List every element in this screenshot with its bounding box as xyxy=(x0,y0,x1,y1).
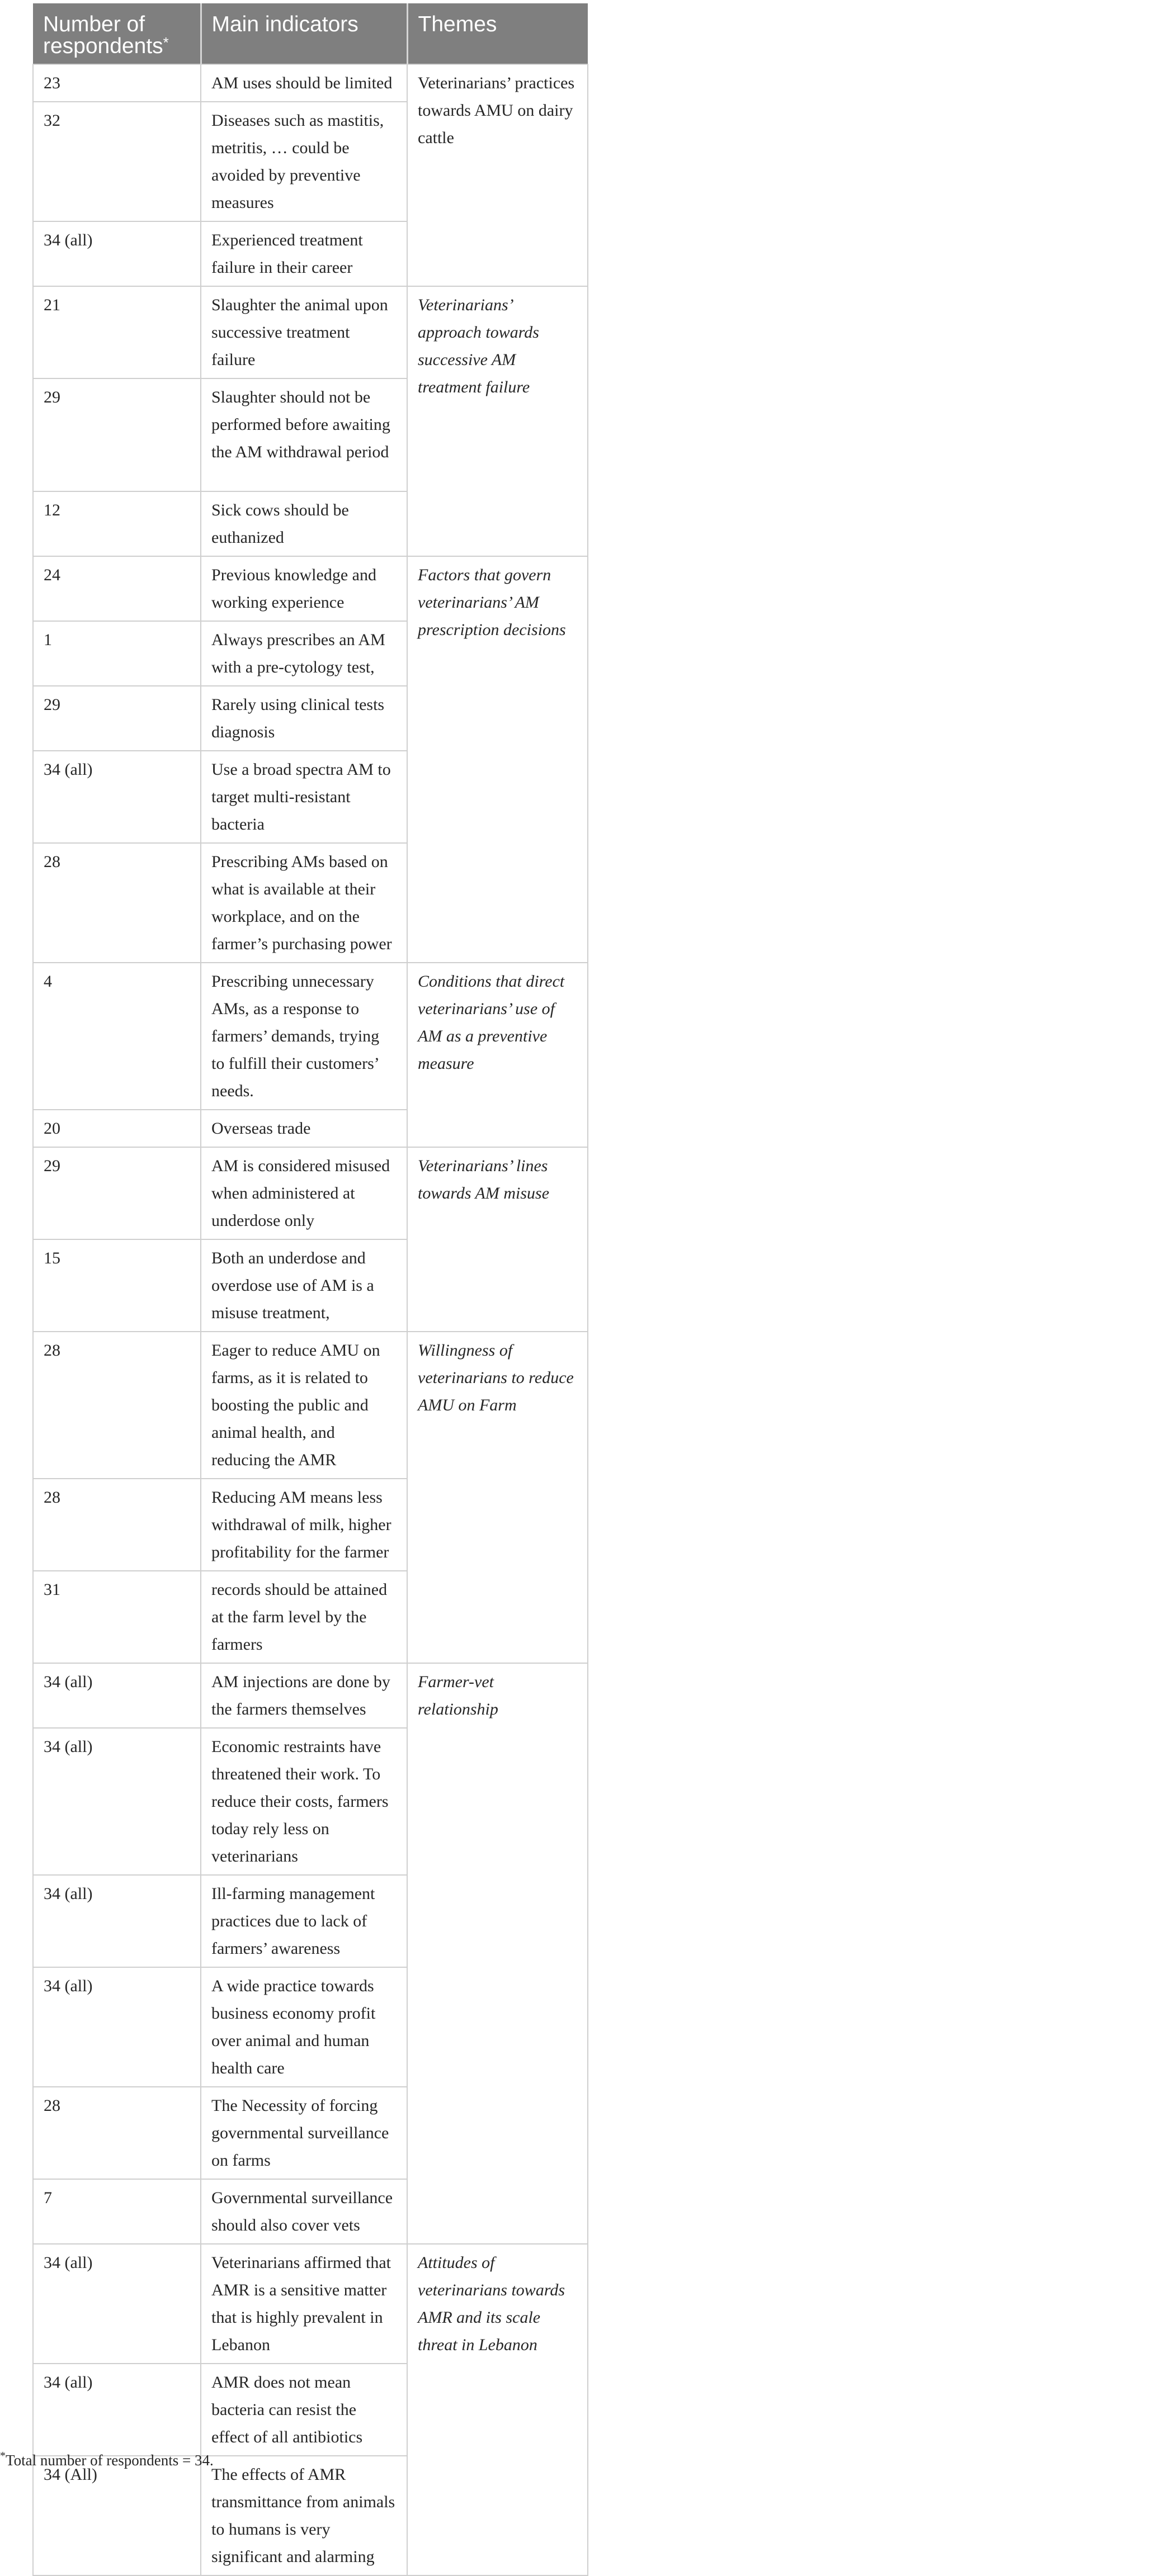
indicator-cell: A wide practice towards business economy profit over animal and human health care xyxy=(201,1967,407,2087)
table-row xyxy=(33,64,588,102)
theme-cell: Veterinarians’ practices towards AMU on dairy cattle xyxy=(407,64,588,286)
indicator-cell: Economic restraints have threatened their work. To reduce their costs, farmers today rely less on veterinarians xyxy=(201,1728,407,1875)
respondents-cell: 28 xyxy=(33,843,201,963)
table-row xyxy=(33,1663,588,1728)
indicator-cell: Use a broad spectra AM to target multi-resistant bacteria xyxy=(201,751,407,843)
respondents-cell: 34 (all) xyxy=(33,751,201,843)
footnote-mark: * xyxy=(0,2450,6,2462)
header-respondents-label: Number of respondents xyxy=(43,12,163,58)
respondents-cell: 34 (all) xyxy=(33,1967,201,2087)
theme-cell: Farmer-vet relationship xyxy=(407,1663,588,2244)
indicator-cell: Experienced treatment failure in their career xyxy=(201,221,407,286)
table-row xyxy=(33,286,588,378)
theme-cell: Veterinarians’ approach towards successive AM treatment failure xyxy=(407,286,588,556)
indicator-cell: Eager to reduce AMU on farms, as it is related to boosting the public and animal health, and reducing the AMR xyxy=(201,1332,407,1479)
indicator-cell: Prescribing AMs based on what is available at their workplace, and on the farmer’s purchasing power xyxy=(201,843,407,963)
table-row xyxy=(33,2244,588,2364)
theme-cell: Conditions that direct veterinarians’ use of AM as a preventive measure xyxy=(407,963,588,1147)
respondents-cell: 34 (all) xyxy=(33,1875,201,1967)
indicator-cell: AM uses should be limited xyxy=(201,64,407,102)
indicator-cell: AM injections are done by the farmers themselves xyxy=(201,1663,407,1728)
respondents-cell: 34 (all) xyxy=(33,1663,201,1728)
indicator-cell: Always prescribes an AM with a pre-cytology test, xyxy=(201,621,407,686)
indicator-cell: Prescribing unnecessary AMs, as a response to farmers’ demands, trying to fulfill their customers’ needs. xyxy=(201,963,407,1110)
footnote-marker: * xyxy=(163,34,169,51)
header-themes: Themes xyxy=(407,3,588,64)
respondents-cell: 1 xyxy=(33,621,201,686)
indicator-cell: Ill-farming management practices due to lack of farmers’ awareness xyxy=(201,1875,407,1967)
indicator-cell: Previous knowledge and working experience xyxy=(201,556,407,621)
respondents-cell: 4 xyxy=(33,963,201,1110)
theme-cell: Factors that govern veterinarians’ AM prescription decisions xyxy=(407,556,588,963)
indicator-cell: Overseas trade xyxy=(201,1110,407,1147)
indicator-cell: Sick cows should be euthanized xyxy=(201,491,407,556)
respondents-cell: 32 xyxy=(33,102,201,221)
header-main-indicators: Main indicators xyxy=(201,3,407,64)
data-table xyxy=(32,3,588,2576)
table-row xyxy=(33,963,588,1110)
respondents-cell: 29 xyxy=(33,378,201,491)
indicator-cell: Reducing AM means less withdrawal of milk, higher profitability for the farmer xyxy=(201,1479,407,1571)
table-footnote xyxy=(0,2450,671,2470)
respondents-cell: 28 xyxy=(33,1332,201,1479)
indicator-cell: records should be attained at the farm level by the farmers xyxy=(201,1571,407,1663)
respondents-cell: 24 xyxy=(33,556,201,621)
respondents-cell: 28 xyxy=(33,1479,201,1571)
indicator-cell: The Necessity of forcing governmental surveillance on farms xyxy=(201,2087,407,2179)
table-row xyxy=(33,1332,588,1479)
respondents-cell: 31 xyxy=(33,1571,201,1663)
indicator-cell: Diseases such as mastitis, metritis, … could be avoided by preventive measures xyxy=(201,102,407,221)
respondents-cell: 29 xyxy=(33,1147,201,1239)
theme-cell: Willingness of veterinarians to reduce AMU on Farm xyxy=(407,1332,588,1663)
table-body xyxy=(33,64,588,2575)
indicator-cell: AMR does not mean bacteria can resist the effect of all antibiotics xyxy=(201,2364,407,2456)
table-row xyxy=(33,556,588,621)
respondents-cell: 12 xyxy=(33,491,201,556)
respondents-cell: 34 (all) xyxy=(33,2244,201,2364)
respondents-cell: 29 xyxy=(33,686,201,751)
respondents-cell: 7 xyxy=(33,2179,201,2244)
respondents-cell: 21 xyxy=(33,286,201,378)
respondents-cell: 20 xyxy=(33,1110,201,1147)
respondents-cell: 28 xyxy=(33,2087,201,2179)
theme-cell: Veterinarians’ lines towards AM misuse xyxy=(407,1147,588,1332)
indicator-cell: Slaughter should not be performed before awaiting the AM withdrawal period xyxy=(201,378,407,491)
footnote-text: Total number of respondents = 34. xyxy=(6,2452,214,2469)
table-header xyxy=(33,3,588,64)
indicator-cell: Both an underdose and overdose use of AM is a misuse treatment, xyxy=(201,1239,407,1332)
respondents-cell: 34 (all) xyxy=(33,2364,201,2456)
respondents-cell: 15 xyxy=(33,1239,201,1332)
respondents-cell: 34 (all) xyxy=(33,1728,201,1875)
indicator-cell: AM is considered misused when administered at underdose only xyxy=(201,1147,407,1239)
indicator-cell: Veterinarians affirmed that AMR is a sensitive matter that is highly prevalent in Lebanon xyxy=(201,2244,407,2364)
header-respondents xyxy=(33,3,201,64)
theme-cell: Attitudes of veterinarians towards AMR and its scale threat in Lebanon xyxy=(407,2244,588,2575)
respondents-cell: 23 xyxy=(33,64,201,102)
respondents-cell: 34 (All) xyxy=(33,2456,201,2575)
respondents-cell: 34 (all) xyxy=(33,221,201,286)
indicator-cell: Slaughter the animal upon successive treatment failure xyxy=(201,286,407,378)
indicator-cell: The effects of AMR transmittance from animals to humans is very significant and alarming xyxy=(201,2456,407,2575)
indicator-cell: Governmental surveillance should also cover vets xyxy=(201,2179,407,2244)
table-row xyxy=(33,1147,588,1239)
indicator-cell: Rarely using clinical tests diagnosis xyxy=(201,686,407,751)
